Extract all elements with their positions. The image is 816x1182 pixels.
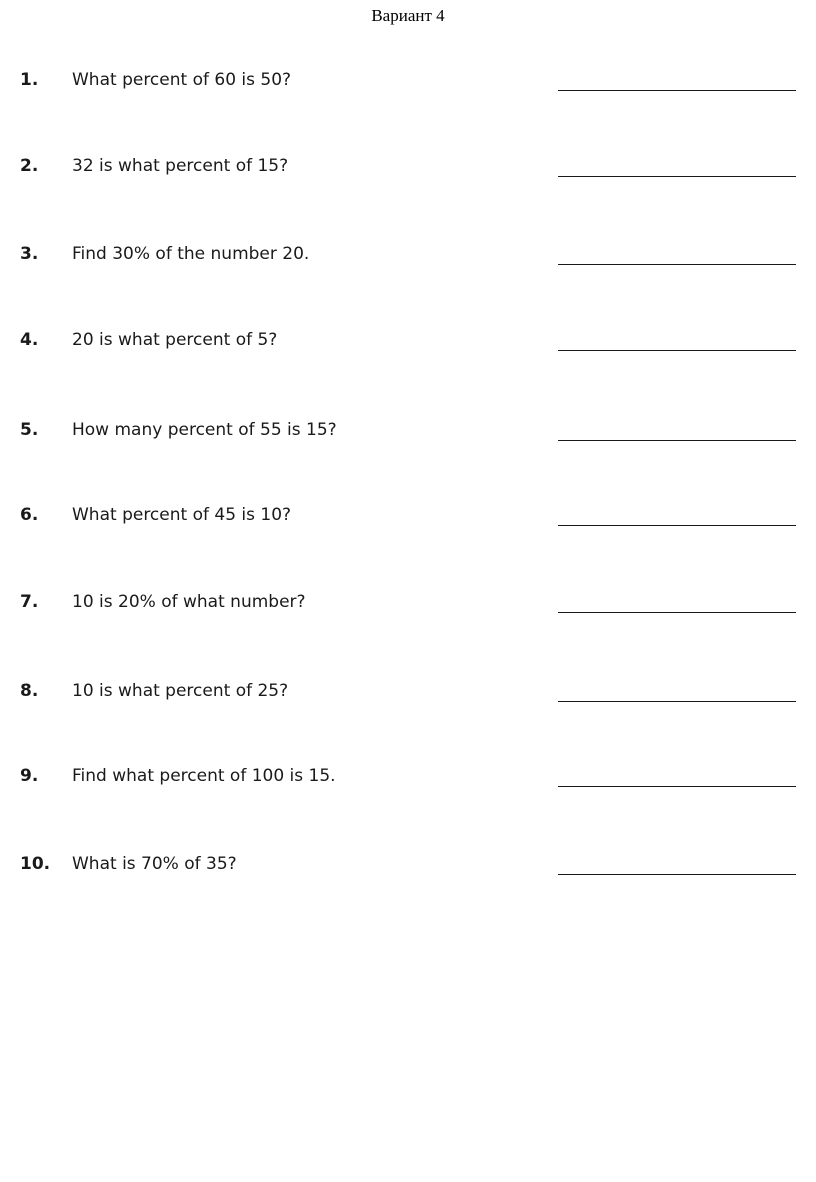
question-number: 8. (20, 681, 39, 701)
question-text: 10 is what percent of 25? (72, 681, 289, 701)
answer-blank-8[interactable] (558, 701, 796, 702)
answer-blank-7[interactable] (558, 612, 796, 613)
answer-blank-3[interactable] (558, 264, 796, 265)
answer-blank-1[interactable] (558, 90, 796, 91)
question-row-4 (0, 329, 816, 359)
question-text: Find what percent of 100 is 15. (72, 766, 336, 786)
question-number: 3. (20, 244, 39, 264)
question-number: 9. (20, 766, 39, 786)
answer-blank-10[interactable] (558, 874, 796, 875)
question-number: 5. (20, 420, 39, 440)
question-number: 2. (20, 156, 39, 176)
question-text: 32 is what percent of 15? (72, 156, 289, 176)
answer-blank-2[interactable] (558, 176, 796, 177)
answer-blank-9[interactable] (558, 786, 796, 787)
question-text: What percent of 60 is 50? (72, 70, 292, 90)
question-text: What percent of 45 is 10? (72, 505, 292, 525)
question-text: Find 30% of the number 20. (72, 244, 310, 264)
question-number: 1. (20, 70, 39, 90)
question-text: How many percent of 55 is 15? (72, 420, 337, 440)
question-text: What is 70% of 35? (72, 854, 237, 874)
question-text: 20 is what percent of 5? (72, 330, 278, 350)
question-row-10 (0, 853, 816, 883)
page-title: Вариант 4 (371, 6, 445, 25)
question-row-1 (0, 69, 816, 99)
question-row-5 (0, 419, 816, 449)
answer-blank-4[interactable] (558, 350, 796, 351)
question-row-3 (0, 243, 816, 273)
question-number: 6. (20, 505, 39, 525)
question-number: 4. (20, 330, 39, 350)
question-number: 10. (20, 854, 51, 874)
question-number: 7. (20, 592, 39, 612)
question-row-9 (0, 765, 816, 795)
answer-blank-6[interactable] (558, 525, 796, 526)
question-row-6 (0, 504, 816, 534)
question-text: 10 is 20% of what number? (72, 592, 306, 612)
question-row-2 (0, 155, 816, 185)
answer-blank-5[interactable] (558, 440, 796, 441)
question-row-7 (0, 591, 816, 621)
question-row-8 (0, 680, 816, 710)
